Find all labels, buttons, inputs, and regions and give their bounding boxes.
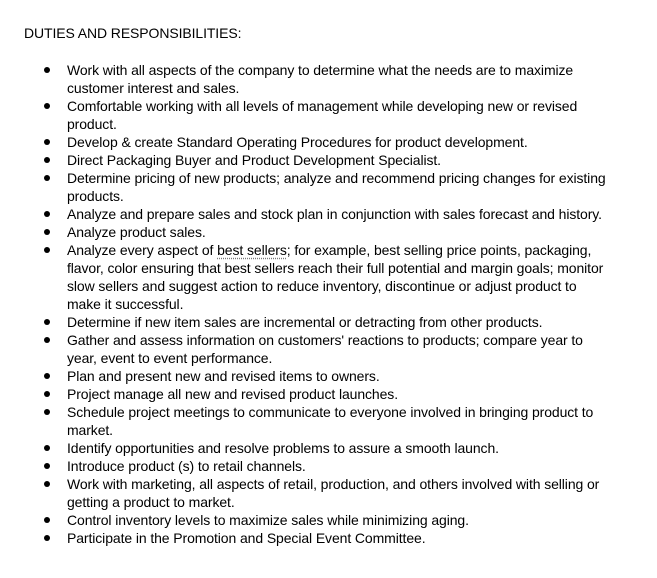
bullet-icon [44, 103, 50, 109]
bullet-icon [44, 229, 50, 235]
list-item [0, 367, 657, 385]
item-text-line: Comfortable working with all levels of management while developing new or revised [67, 98, 578, 114]
list-item [0, 331, 657, 367]
list-item [0, 313, 657, 331]
item-text-line: Participate in the Promotion and Special Event Committee. [67, 530, 426, 546]
item-text-line: Determine if new item sales are incremental or detracting from other products. [67, 314, 543, 330]
item-text-line: Schedule project meetings to communicate to everyone involved in bringing product to [67, 404, 594, 420]
item-text-line: Plan and present new and revised items to owners. [67, 368, 380, 384]
list-item [0, 511, 657, 529]
list-item [0, 133, 657, 151]
list-item [0, 439, 657, 457]
item-text-line: Introduce product (s) to retail channels. [67, 458, 306, 474]
item-text-line: Analyze and prepare sales and stock plan in conjunction with sales forecast and history. [67, 206, 602, 222]
list-item [0, 403, 657, 439]
bullet-icon [44, 463, 50, 469]
bullet-icon [44, 481, 50, 487]
bullet-icon [44, 319, 50, 325]
bullet-icon [44, 409, 50, 415]
list-item [0, 475, 657, 511]
bullet-icon [44, 175, 50, 181]
bullet-icon [44, 373, 50, 379]
item-text-line: getting a product to market. [67, 494, 235, 510]
item-text-line: Analyze product sales. [67, 224, 206, 240]
list-item [0, 97, 657, 133]
item-text-line: Project manage all new and revised product launches. [67, 386, 398, 402]
item-text-fragment: ; for example, best selling price points, packaging, [286, 242, 592, 258]
list-item [0, 385, 657, 403]
section-heading: DUTIES AND RESPONSIBILITIES: [24, 25, 242, 41]
item-text-line: products. [67, 188, 124, 204]
item-text-line: Work with marketing, all aspects of retail, production, and others involved with selling or [67, 476, 600, 492]
item-text-line: flavor, color ensuring that best sellers reach their full potential and margin goals; monitor [67, 260, 604, 276]
item-text-line: Control inventory levels to maximize sales while minimizing aging. [67, 512, 469, 528]
item-text-line: Identify opportunities and resolve problems to assure a smooth launch. [67, 440, 499, 456]
list-item [0, 151, 657, 169]
item-text-line: market. [67, 422, 113, 438]
item-text-line: product. [67, 116, 117, 132]
bullet-icon [44, 391, 50, 397]
bullet-icon [44, 337, 50, 343]
item-text-line: Work with all aspects of the company to determine what the needs are to maximize [67, 62, 574, 78]
bullet-icon [44, 247, 50, 253]
bullet-icon [44, 211, 50, 217]
item-text-line: slow sellers and suggest action to reduce inventory, discontinue or adjust product to [67, 278, 577, 294]
bullet-icon [44, 67, 50, 73]
item-text-line: Develop & create Standard Operating Procedures for product development. [67, 134, 528, 150]
list-item [0, 61, 657, 97]
item-text-line: make it successful. [67, 296, 184, 312]
bullet-icon [44, 535, 50, 541]
item-text-line [67, 241, 637, 259]
list-item [0, 169, 657, 205]
list-item [0, 205, 657, 223]
list-item [0, 241, 657, 313]
item-text-line: Gather and assess information on customers' reactions to products; compare year to [67, 332, 583, 348]
bullet-icon [44, 445, 50, 451]
list-item [0, 223, 657, 241]
item-text-line: customer interest and sales. [67, 80, 240, 96]
list-item [0, 529, 657, 547]
bullet-icon [44, 517, 50, 523]
bullet-icon [44, 139, 50, 145]
spellcheck-marked-text[interactable]: best sellers [217, 242, 287, 258]
list-item [0, 457, 657, 475]
duties-list [0, 61, 657, 547]
item-text-line: Determine pricing of new products; analyze and recommend pricing changes for existing [67, 170, 606, 186]
item-text-line: year, event to event performance. [67, 350, 273, 366]
item-text-line: Direct Packaging Buyer and Product Development Specialist. [67, 152, 441, 168]
item-text-fragment: Analyze every aspect of [67, 242, 218, 258]
bullet-icon [44, 157, 50, 163]
